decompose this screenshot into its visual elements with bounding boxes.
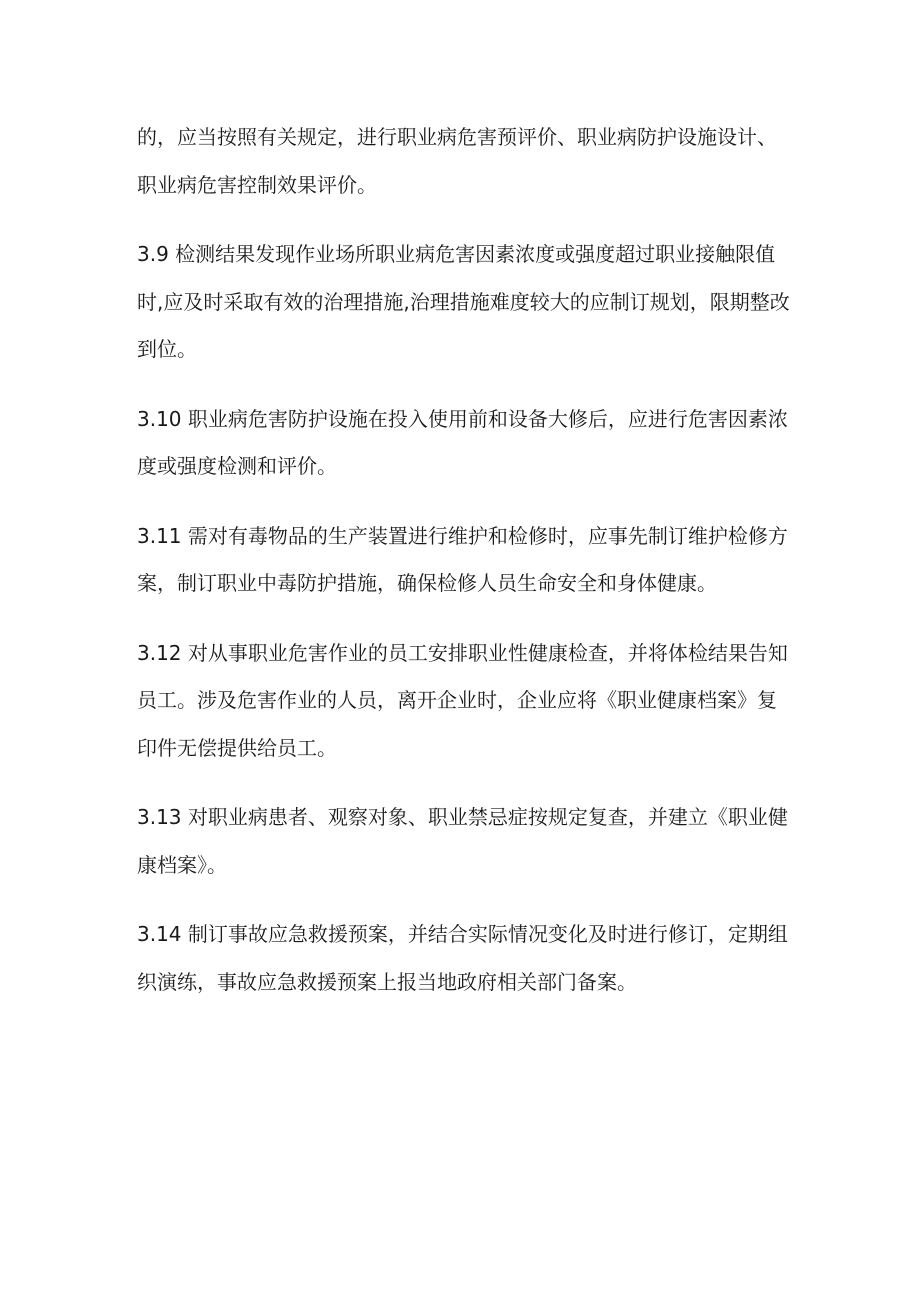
paragraph-continuation <box>137 114 792 209</box>
document-body <box>137 114 792 1028</box>
paragraph-line: 职业病危害控制效果评价。 <box>137 172 377 197</box>
paragraph-3-14 <box>137 911 792 1006</box>
paragraph-3-11 <box>137 513 792 608</box>
paragraph-3-12 <box>137 630 792 773</box>
paragraph-line: 时,应及时采取有效的治理措施,治理措施难度较大的应制订规划，限期整改 <box>137 289 790 314</box>
paragraph-line: 3.9 检测结果发现作业场所职业病危害因素浓度或强度超过职业接触限值 <box>137 242 776 266</box>
paragraph-line: 印件无偿提供给员工。 <box>137 735 337 760</box>
paragraph-line: 3.12 对从事职业危害作业的员工安排职业性健康检查，并将体检结果告知 <box>137 640 788 665</box>
paragraph-line: 康档案》。 <box>137 852 227 877</box>
paragraph-line: 3.10 职业病危害防护设施在投入使用前和设备大修后，应进行危害因素浓 <box>137 406 788 431</box>
paragraph-line: 3.14 制订事故应急救援预案，并结合实际情况变化及时进行修订，定期组 <box>137 922 788 946</box>
paragraph-line: 度或强度检测和评价。 <box>137 454 337 478</box>
paragraph-line: 到位。 <box>137 337 197 361</box>
paragraph-line: 案，制订职业中毒防护措施，确保检修人员生命安全和身体健康。 <box>137 571 717 595</box>
paragraph-3-10 <box>137 396 792 491</box>
paragraph-line: 3.11 需对有毒物品的生产装置进行维护和检修时，应事先制订维护检修方 <box>137 523 788 548</box>
paragraph-3-9 <box>137 231 792 374</box>
paragraph-line: 的，应当按照有关规定，进行职业病危害预评价、职业病防护设施设计、 <box>137 125 777 149</box>
paragraph-3-13 <box>137 794 792 889</box>
paragraph-line: 3.13 对职业病患者、观察对象、职业禁忌症按规定复查，并建立《职业健 <box>137 805 788 829</box>
paragraph-line: 织演练，事故应急救援预案上报当地政府相关部门备案。 <box>137 969 637 994</box>
paragraph-line: 员工。涉及危害作业的人员，离开企业时，企业应将《职业健康档案》复 <box>137 688 777 712</box>
